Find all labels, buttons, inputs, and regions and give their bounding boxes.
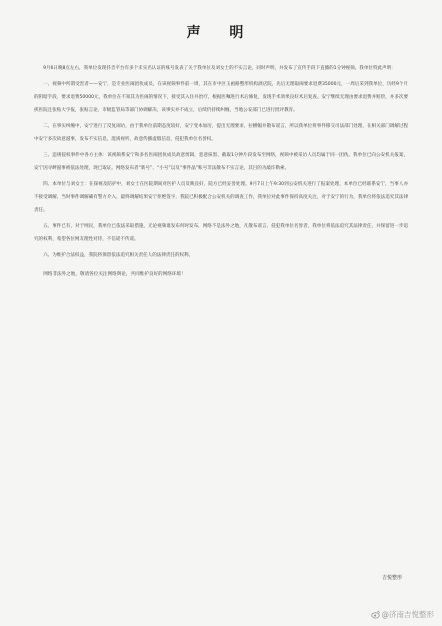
watermark-text: @济南吉悦整形 <box>381 610 434 619</box>
watermark <box>371 609 435 620</box>
section-1-paragraph: 一、视频中所谓受害者——安宁，是专业医闹团伙成员，在该视频事件前一周，其在市中区玉函路整形机构酒店院，先后无理取闹要求退费35000元，一周后采到我单位，历经9个月的阴暗手段，要求退费50000元，我单位在不知其为医闹的情况下，接受其入住并治疗，根据医嘱进行术后修复，发现手术效果良好术后复查。安宁继续无理由要求退费并赔偿，并多次要挟医院且张贴大字报，张贴言论，市级监管局等部门协调解决，该事实并不成立，后续仍持续纠缠，当地公安部门已进行批评教育。 <box>34 82 408 113</box>
section-5-paragraph: 五、事件已有，对于网民，我单位已依法采取措施，无论视频谁发布何时发布，网络不是法外之地，凡散布谣言、侵犯我单位名誉者，我单位将依法追究其法律责任，并保留进一步追究的权利，希望各位网友理性对待，不信谣不传谣。 <box>34 224 408 242</box>
section-4-paragraph: 四、本单位与刘女士：在探视及陪护中，刘女士在医院期间对医护人员反映良好，院方已经妥善处理。9月7日上午9:30到公安机关进行了报案处理，本单位已经联系安宁，当事人亦不接受调解，当时事件调解确有警方介入，最终调解结果安宁拒绝签字，我院已积极配合公安机关的调查工作，我单位对此事件保持高度关注，对于安宁的行为，我单位将依法追究其法律责任。 <box>34 182 408 213</box>
intro-paragraph: 9月6日晚8点左右，我单位发现抖音平台有多个未实名认证的账号发表了关于我单位及刘女士的不实言论，同时声明，并发布了宣传手段下直播的1分钟视频。我单位特此声明： <box>43 66 396 71</box>
section-6-paragraph: 六、为维护合法权益，我院将保留依法追究相关责任人的法律责任的权利。 <box>43 253 194 258</box>
closing-statement: 网络非法外之地，敬请各位关注网络舆论，共同维护良好的网络环境！ <box>43 272 186 277</box>
section-2-paragraph: 二、在事实纠缠中，安宁进行了反复闹访，由于我单位前期态度较好，安宁变本加厉，提出无理要求，拉横幅并散布谣言，所以我单位将事件移交司法部门处理，在相关部门调解过程中安宁多次故意滋事，发布不实信息，混淆视听，故意传播虚假信息，侵犯我单位名誉权。 <box>34 124 408 142</box>
signature: 吉悦整形 <box>381 575 402 581</box>
weibo-logo-icon <box>371 610 380 619</box>
document-title: 声 明 <box>186 25 256 41</box>
section-3-paragraph: 三、违规侵权事件中各方主体：该视频系安宁和多名医闹团伙成员故意剪辑，恶意抹黑、截取1分钟片段发布至网络，视频中被采访人员均属于同一团伙。我单位已向公安机关报案，安宁因寻衅滋事被依法处理，现已取证。网络发布者“新号”、“小号”以及“事件晶”账号非法散布不实言论，其目的为敲诈勒索。 <box>34 153 408 171</box>
